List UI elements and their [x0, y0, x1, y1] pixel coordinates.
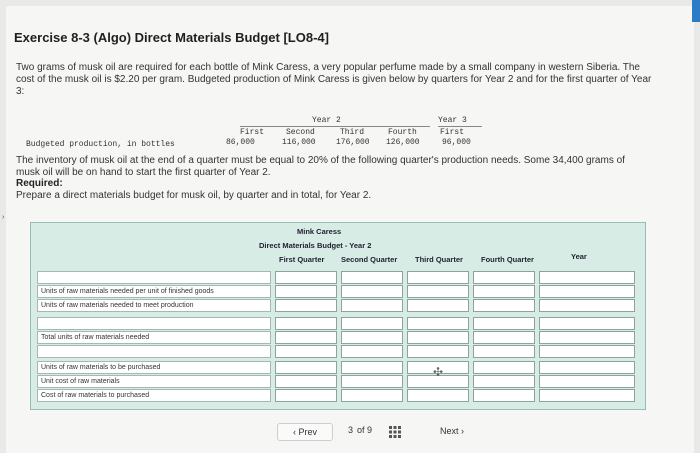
- budget-input-cell[interactable]: [539, 331, 635, 344]
- grid-menu-icon[interactable]: [389, 426, 401, 438]
- budget-input-cell[interactable]: [275, 389, 337, 402]
- year2-underline: [240, 126, 430, 127]
- budget-input-cell[interactable]: [341, 375, 403, 388]
- production-value: 86,000: [226, 138, 255, 147]
- year3-underline: [438, 126, 482, 127]
- budget-input-cell[interactable]: [473, 271, 535, 284]
- budget-input-cell[interactable]: [473, 361, 535, 374]
- budget-input-cell[interactable]: [539, 389, 635, 402]
- budget-input-cell[interactable]: [539, 361, 635, 374]
- exercise-title: Exercise 8-3 (Algo) Direct Materials Budget [LO8-4]: [14, 30, 329, 45]
- budget-input-cell[interactable]: [341, 285, 403, 298]
- next-label: Next: [439, 426, 459, 436]
- budget-input-cell[interactable]: [473, 285, 535, 298]
- budget-input-cell[interactable]: [407, 285, 469, 298]
- prev-button[interactable]: [277, 423, 333, 441]
- row-label: Total units of raw materials needed: [37, 331, 271, 344]
- row-label: Units of raw materials needed to meet production: [37, 299, 271, 312]
- budget-input-cell[interactable]: [275, 317, 337, 330]
- inventory-text: The inventory of musk oil at the end of a quarter must be equal to 20% of the following quarter's production needs. Some 34,400 grams of musk oil will be on hand to start the first quarter of Year 2.: [16, 155, 625, 178]
- budget-input-cell[interactable]: [473, 331, 535, 344]
- required-label: Required:: [16, 178, 63, 189]
- production-value: 176,000: [336, 138, 370, 147]
- budget-input-cell[interactable]: [539, 285, 635, 298]
- budget-input-cell[interactable]: [275, 345, 337, 358]
- direct-materials-budget: [30, 222, 646, 410]
- budget-input-cell[interactable]: [275, 271, 337, 284]
- budget-input-cell[interactable]: [275, 361, 337, 374]
- column-header: Third Quarter: [415, 255, 463, 264]
- budget-input-cell[interactable]: [341, 331, 403, 344]
- column-header: Year: [571, 252, 587, 261]
- quarter-header: Second: [286, 128, 315, 137]
- row-label-blank[interactable]: [37, 317, 271, 330]
- row-label-blank[interactable]: [37, 345, 271, 358]
- exercise-intro: Two grams of musk oil are required for each bottle of Mink Caress, a very popular perfume made by a small company in western Siberia. The cost of the musk oil is $2.20 per gram. Budgeted production of Mink Caress is given below by quarters for Year 2 and for the first quarter of Year 3:: [16, 62, 652, 97]
- budget-input-cell[interactable]: [473, 299, 535, 312]
- production-value: 96,000: [442, 138, 471, 147]
- quarter-header: Fourth: [388, 128, 417, 137]
- budget-input-cell[interactable]: [407, 271, 469, 284]
- page-current: 3: [348, 425, 354, 435]
- cursor-crosshair-icon: ✣: [433, 365, 444, 379]
- quarter-header: First: [240, 128, 265, 137]
- quarter-header: First: [440, 128, 465, 137]
- details-block: [16, 155, 636, 201]
- column-header: Fourth Quarter: [481, 255, 534, 264]
- prev-label: Prev: [298, 427, 318, 437]
- row-label: Unit cost of raw materials: [37, 375, 271, 388]
- column-header: First Quarter: [279, 255, 325, 264]
- required-text: Prepare a direct materials budget for musk oil, by quarter and in total, for Year 2.: [16, 189, 372, 201]
- left-margin-mark: ›: [2, 214, 5, 221]
- budget-input-cell[interactable]: [539, 271, 635, 284]
- budget-input-cell[interactable]: [407, 389, 469, 402]
- budget-input-cell[interactable]: [473, 317, 535, 330]
- chevron-left-icon: ‹: [292, 427, 296, 437]
- budget-input-cell[interactable]: [341, 271, 403, 284]
- chevron-right-icon: ›: [461, 426, 465, 436]
- budget-title: Direct Materials Budget - Year 2: [259, 241, 372, 250]
- budget-company: Mink Caress: [297, 227, 342, 236]
- row-label-blank[interactable]: [37, 271, 271, 284]
- year2-header: Year 2: [312, 116, 341, 125]
- budget-input-cell[interactable]: [275, 285, 337, 298]
- side-tab[interactable]: [692, 0, 700, 22]
- budget-input-cell[interactable]: [539, 375, 635, 388]
- budget-input-cell[interactable]: [275, 331, 337, 344]
- page-of: of 9: [357, 425, 373, 435]
- production-value: 126,000: [386, 138, 420, 147]
- budget-input-cell[interactable]: [275, 299, 337, 312]
- budget-input-cell[interactable]: [539, 317, 635, 330]
- next-button[interactable]: [424, 423, 480, 441]
- row-label: Units of raw materials needed per unit of finished goods: [37, 285, 271, 298]
- year3-header: Year 3: [438, 116, 467, 125]
- budget-input-cell[interactable]: [341, 345, 403, 358]
- budget-input-cell[interactable]: [275, 375, 337, 388]
- budget-input-cell[interactable]: [341, 361, 403, 374]
- budget-input-cell[interactable]: [473, 375, 535, 388]
- budget-input-cell[interactable]: [341, 299, 403, 312]
- budget-input-cell[interactable]: [407, 299, 469, 312]
- budget-input-cell[interactable]: [407, 345, 469, 358]
- row-label: Cost of raw materials to purchased: [37, 389, 271, 402]
- column-header: Second Quarter: [341, 255, 398, 264]
- budget-input-cell[interactable]: [473, 345, 535, 358]
- budget-input-cell[interactable]: [341, 317, 403, 330]
- budget-input-cell[interactable]: [539, 299, 635, 312]
- quarter-header: Third: [340, 128, 365, 137]
- budget-input-cell[interactable]: [341, 389, 403, 402]
- row-label: Units of raw materials to be purchased: [37, 361, 271, 374]
- budget-input-cell[interactable]: [407, 331, 469, 344]
- production-value: 116,000: [282, 138, 316, 147]
- budget-input-cell[interactable]: [473, 389, 535, 402]
- budget-input-cell[interactable]: [407, 317, 469, 330]
- budget-input-cell[interactable]: [539, 345, 635, 358]
- production-row-label: Budgeted production, in bottles: [26, 140, 175, 149]
